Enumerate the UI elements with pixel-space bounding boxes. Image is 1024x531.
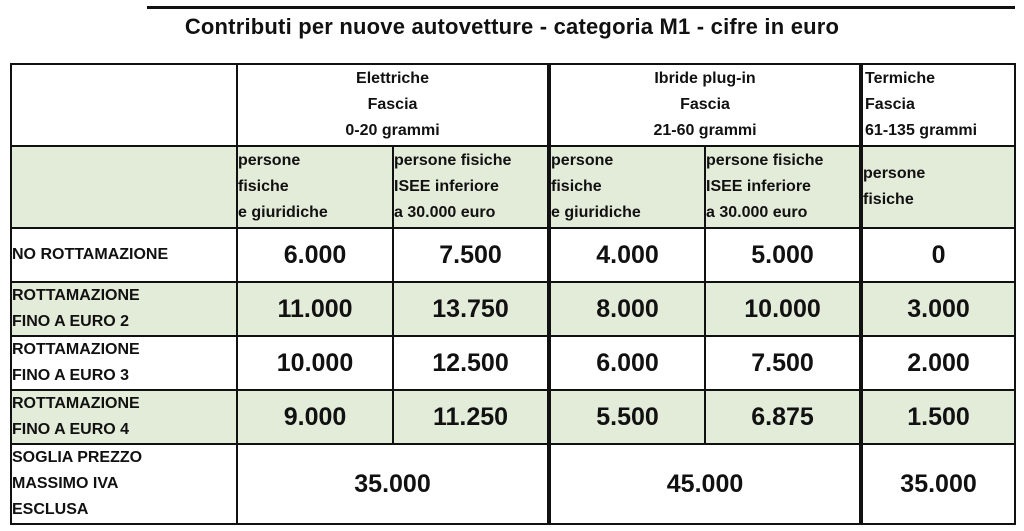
group-range: 61-135 grammi [865, 122, 978, 139]
subheader-fisiche-isee [393, 146, 549, 228]
value-cell: 3.000 [861, 282, 1015, 336]
subheader-line: e giuridiche [238, 204, 328, 221]
group-range: 21-60 grammi [653, 122, 757, 139]
value-cell: 9.000 [237, 390, 393, 444]
subheader-persone-fisiche [861, 146, 1015, 228]
subheader-fisiche-giuridiche [237, 146, 393, 228]
row-label [11, 444, 237, 524]
page-title: Contributi per nuove autovetture - categoria M1 - cifre in euro [184, 14, 840, 39]
row-label-line: ROTTAMAZIONE [12, 395, 140, 412]
value-cell: 6.875 [705, 390, 861, 444]
value-cell: 8.000 [549, 282, 705, 336]
subheader-line: persone [863, 165, 926, 182]
group-fascia: Fascia [367, 96, 418, 113]
subheader-line: persone fisiche [706, 152, 824, 169]
value-cell: 11.250 [393, 390, 549, 444]
subheader-fisiche-giuridiche [549, 146, 705, 228]
subheader-line: ISEE inferiore [394, 178, 499, 195]
subheader-line: a 30.000 euro [706, 204, 808, 221]
subheader-line: fisiche [238, 178, 289, 195]
value-cell: 10.000 [705, 282, 861, 336]
subheader-line: fisiche [863, 191, 914, 208]
value-cell: 1.500 [861, 390, 1015, 444]
group-range: 0-20 grammi [345, 122, 440, 139]
value-cell: 7.500 [705, 336, 861, 390]
group-fascia: Fascia [680, 96, 730, 113]
row-label [11, 282, 237, 336]
row-label-line: ROTTAMAZIONE [12, 287, 140, 304]
group-title: Termiche [865, 70, 935, 87]
value-cell: 10.000 [237, 336, 393, 390]
value-cell: 5.500 [549, 390, 705, 444]
row-label [11, 336, 237, 390]
value-cell: 6.000 [237, 228, 393, 282]
value-cell: 2.000 [861, 336, 1015, 390]
contributi-table [10, 63, 1016, 525]
value-cell: 11.000 [237, 282, 393, 336]
value-cell: 0 [861, 228, 1015, 282]
top-rule [147, 6, 1015, 9]
row-label-line: FINO A EURO 3 [12, 367, 130, 384]
subheader-corner [11, 146, 237, 228]
table-row [11, 336, 1015, 390]
value-cell: 6.000 [549, 336, 705, 390]
value-cell: 12.500 [393, 336, 549, 390]
subheader-line: ISEE inferiore [706, 178, 811, 195]
group-fascia: Fascia [865, 96, 915, 113]
row-label-line: ROTTAMAZIONE [12, 341, 140, 358]
value-cell: 4.000 [549, 228, 705, 282]
table-row [11, 390, 1015, 444]
soglia-ibride: 45.000 [549, 444, 861, 524]
subheader-line: persone [551, 152, 614, 169]
group-title: Elettriche [356, 70, 429, 87]
subheader-line: persone [238, 152, 301, 169]
subheader-fisiche-isee [705, 146, 861, 228]
row-label-line: SOGLIA PREZZO [12, 449, 143, 466]
row-label-line: MASSIMO IVA [12, 475, 119, 492]
row-label-line: FINO A EURO 4 [12, 421, 130, 438]
soglia-termiche: 35.000 [861, 444, 1015, 524]
value-cell: 13.750 [393, 282, 549, 336]
group-header-termiche [861, 64, 1015, 146]
subheader-line: persone fisiche [394, 152, 512, 169]
group-header-elettriche [237, 64, 549, 146]
row-label-line: FINO A EURO 2 [12, 313, 130, 330]
soglia-row [11, 444, 1015, 524]
subheader-line: fisiche [551, 178, 602, 195]
row-label-line: ESCLUSA [12, 501, 89, 518]
corner-cell [11, 64, 237, 146]
row-label [11, 390, 237, 444]
value-cell: 7.500 [393, 228, 549, 282]
subheader-row [11, 146, 1015, 228]
subheader-line: a 30.000 euro [394, 204, 496, 221]
value-cell: 5.000 [705, 228, 861, 282]
group-header-row [11, 64, 1015, 146]
row-label-line: NO ROTTAMAZIONE [12, 246, 169, 263]
table-row [11, 228, 1015, 282]
table-row [11, 282, 1015, 336]
soglia-elettriche: 35.000 [237, 444, 549, 524]
row-label [11, 228, 237, 282]
subheader-line: e giuridiche [551, 204, 641, 221]
group-header-ibride [549, 64, 861, 146]
group-title: Ibride plug-in [654, 70, 756, 87]
